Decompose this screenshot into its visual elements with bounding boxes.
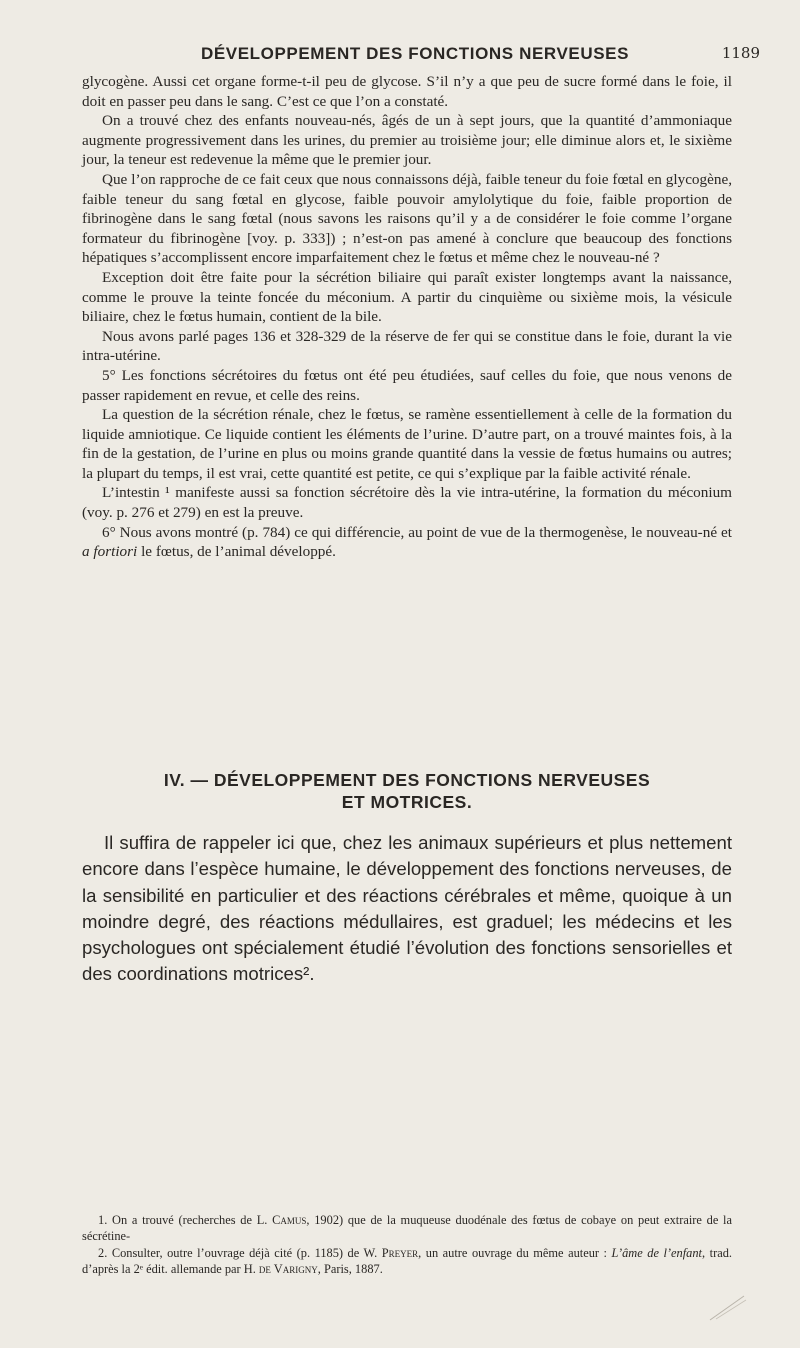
paragraph-ammoniaque: On a trouvé chez des enfants nouveau-nés, âgés de un à sept jours, que la quantité d’ammoniaque augmente progressivement dans les urines, du premier au troisième jour; elle diminue alors et, le sixième jour, la teneur est redevenue la même que le premier jour. (82, 112, 732, 169)
paragraph-reserve-fer: Nous avons parlé pages 136 et 328-329 de la réserve de fer qui se constitue dans le foie, durant la vie intra-utérine. (82, 327, 732, 365)
running-title: DÉVELOPPEMENT DES FONCTIONS NERVEUSES (200, 44, 630, 63)
footnote-2-text-c: , trad. d’après la 2ᵉ édit. allemande par H. (82, 1245, 732, 1276)
paragraph-thermogenese (82, 523, 732, 562)
footnote-2-translator: de Varigny (258, 1261, 318, 1276)
paragraph-secretion-renale: La question de la sécrétion rénale, chez le fœtus, se ramène essentiellement à celle de la formation du liquide amniotique. Ce liquide contient les éléments de l’urine. D’autre part, on a trouvé maintes fois, à la fin de la gestation, de l’urine en plus ou moins grande quantité dans la vessie de fœtus humains ou autres; la plupart du temps, il est vrai, cette quantité est petite, ce qui s’explique par la faible activité rénale. (82, 406, 732, 482)
section-heading (82, 769, 732, 813)
footnote-2-title: L’âme de l’enfant (611, 1245, 703, 1260)
a-fortiori: a fortiori (82, 543, 138, 561)
section-heading-line-1: IV. — DÉVELOPPEMENT DES FONCTIONS NERVEUSES (163, 770, 651, 790)
footnote-2-author: Preyer (381, 1245, 419, 1260)
paragraph-fonctions-secretoires: 5° Les fonctions sécrétoires du fœtus ont été peu étudiées, sauf celles du foie, que nous venons de passer rapidement en revue, et celle des reins. (82, 366, 732, 404)
footnote-2-text-a: 2. Consulter, outre l’ouvrage déjà cité (p. 1185) de W. (98, 1245, 382, 1260)
pencil-stroke-mark (708, 1292, 748, 1322)
footnote-2-text-b: , un autre ouvrage du même auteur : (418, 1245, 612, 1260)
paragraph-intestin: L’intestin ¹ manifeste aussi sa fonction sécrétoire dès la vie intra-utérine, la formation du méconium (voy. p. 276 et 279) en est la preuve. (82, 484, 732, 522)
paragraph-fonctions-hepatiques: Que l’on rapproche de ce fait ceux que nous connaissons déjà, faible teneur du foie fœtal en glycogène, faible teneur du sang fœtal en glycose, faible pouvoir amylolytique du foie, faible proportion de fibrinogène dans le sang fœtal (nous savons les raisons qu’il y a de considérer le foie comme l’organe formateur du fibrinogène [voy. p. 333]) ; n’est-on pas amené à conclure que beaucoup des fonctions hépatiques s’accomplissent encore imparfaitement chez le fœtus et même chez le nouveau-né ? (82, 170, 732, 267)
thermogenese-text-b: le fœtus, de l’animal développé. (137, 543, 336, 561)
section-intro: Il suffira de rappeler ici que, chez les animaux supérieurs et plus nettement encore dans l’espèce humaine, le développement des fonctions nerveuses, de la sensibilité en particulier et des réactions cérébrales et même, quoique à un moindre degré, des réactions médullaires, est graduel; les médecins et les psychologues ont spécialement étudié l’évolution des fonctions sensorielles et des coordinations motrices². (82, 832, 732, 985)
paragraph-secretion-biliaire: Exception doit être faite pour la sécrétion biliaire qui paraît exister longtemps avant la naissance, comme le prouve la teinte foncée du méconium. A partir du cinquième ou sixième mois, la vésicule biliaire, chez le fœtus humain, contient de la bile. (82, 268, 732, 326)
thermogenese-text-a: 6° Nous avons montré (p. 784) ce qui différencie, au point de vue de la thermogenèse, le nouveau-né et (102, 523, 732, 541)
body-text (82, 72, 732, 562)
footnote-1-text-a: 1. On a trouvé (recherches de L. (98, 1213, 273, 1227)
footnote-1 (82, 1212, 732, 1245)
footnote-2 (82, 1245, 732, 1278)
paragraph-glycogene: glycogène. Aussi cet organe forme-t-il peu de glycose. S’il n’y a que peu de sucre formé dans le foie, il doit en passer peu dans le sang. C’est ce que l’on a constaté. (82, 73, 732, 110)
running-head (70, 44, 760, 68)
page-number: 1189 (721, 44, 760, 62)
footnote-1-author: Camus (272, 1213, 307, 1227)
footnotes (82, 1212, 732, 1277)
footnote-2-text-d: , Paris, 1887. (317, 1261, 383, 1276)
footnote-1-text-b: , 1902) que de la muqueuse duodénale des fœtus de cobaye on peut extraire de la sécrétine- (82, 1213, 732, 1244)
section-heading-line-2: ET MOTRICES. (341, 792, 473, 812)
